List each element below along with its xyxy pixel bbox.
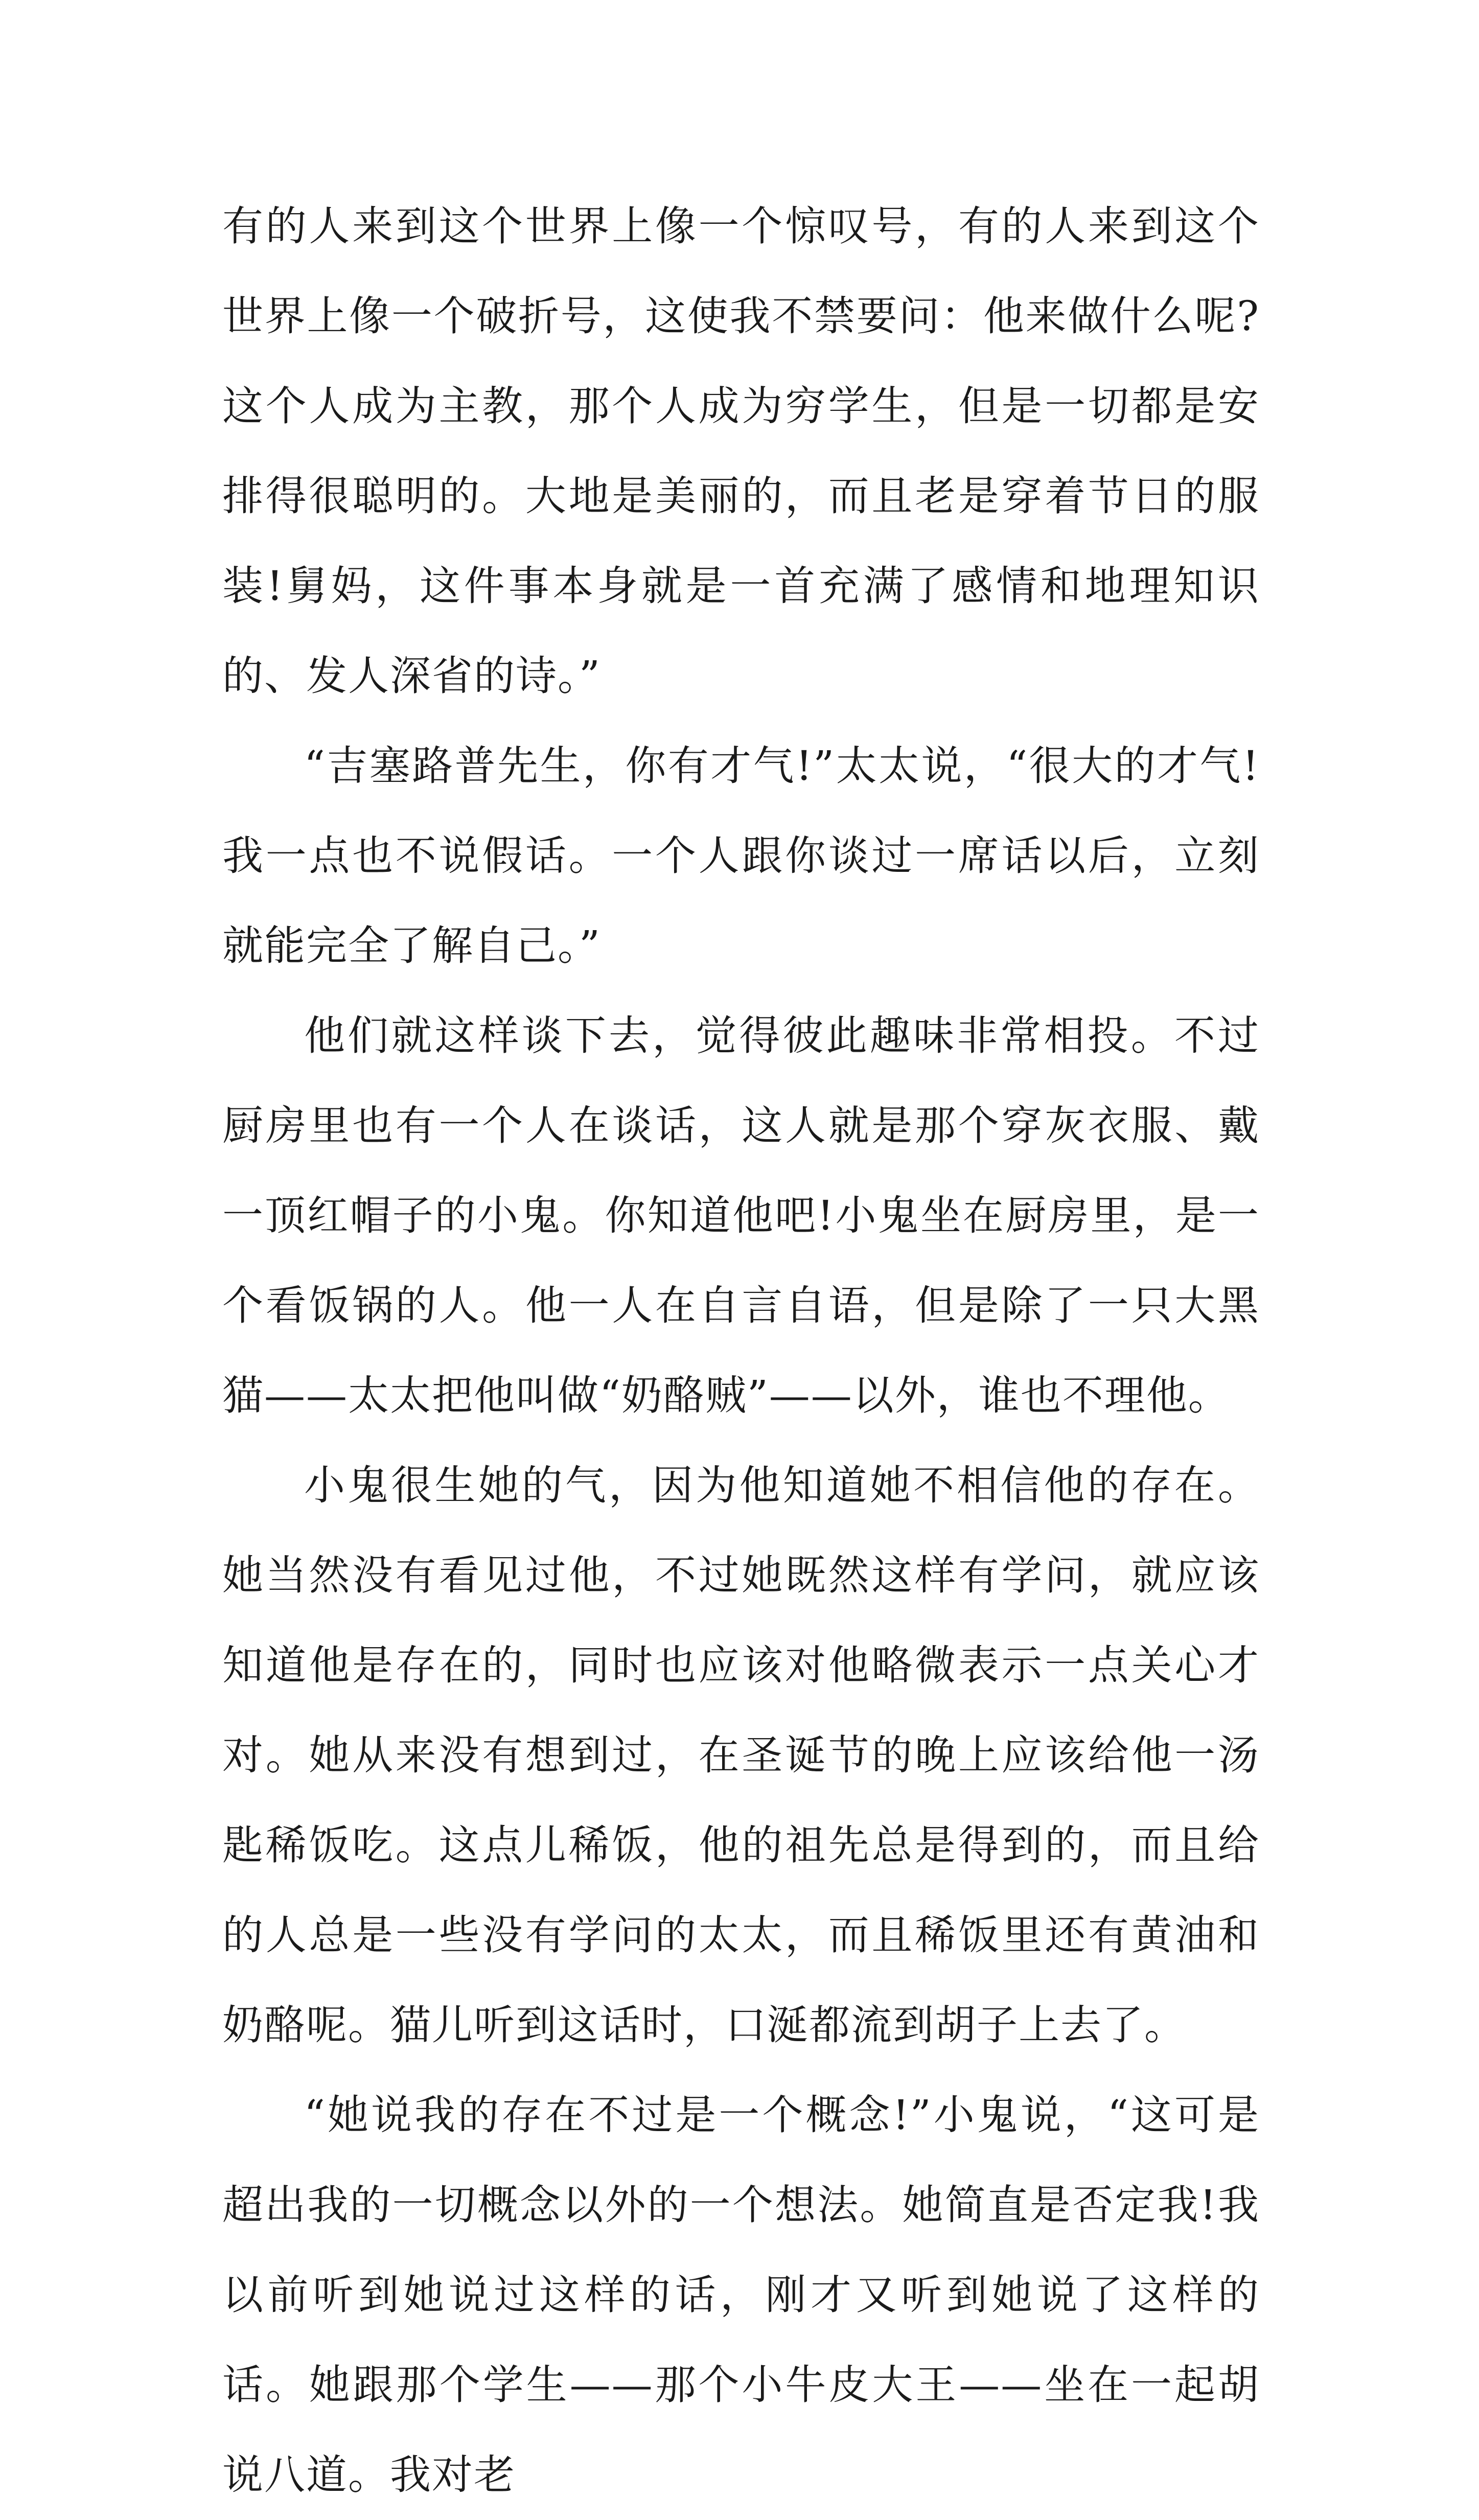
paragraph: 小鬼很生她的气，因为他知道她不相信他的存在。她当然没有看见过他，不过她既然这样有学问，就应该知道他是存在的，同时也应该对他略微表示一点关心才对。她从来没有想到过，在圣诞节的晚上应该给他一汤匙稀饭吃。这点儿稀饭，他的祖先总是得到的，而且给的人总是一些没有学问的太太，而且稀饭里还有黄油和奶酪呢。猫儿听到这话时，口涎都流到胡子上去了。 bbox=[222, 1462, 1260, 2049]
paragraph: 有的人来到这个世界上像一个惊叹号，有的人来到这个世界上像一个破折号，这使我不禁要问：他来做什么呢?这个人成为主教，那个人成为穷学生，但是一切都是安排得很聪明的。大地是美丽的，而且老是穿着节日的服装!舅妈，这件事本身就是一首充满了感情和地理知识的、发人深省的诗。” bbox=[222, 202, 1260, 700]
body-text bbox=[222, 181, 1260, 2520]
paragraph: “吉塞路普先生，你有才气!”太太说，“很大的才气!我一点也不说假话。一个人跟你谈过一席话以后，立刻就能完全了解自己。” bbox=[222, 742, 1260, 969]
paragraph: “她说我的存在不过是一个概念!”小鬼说，“这可是超出我的一切概念以外的一个想法。她简直是否定我!我以前听到她说过这样的话，刚才又听到她说了这样的话。她跟那个学生——那个小牛皮大王——坐在一起胡说八道。我对老 bbox=[222, 2091, 1260, 2499]
paragraph: 他们就这样谈下去，觉得彼此趣味非常相投。不过厨房里也有一个人在谈话，这人就是那个穿灰衣服、戴一顶红帽子的小鬼。你知道他吧!小鬼坐在厨房里，是一个看饭锅的人。他一人在自言自语，但是除了一只大黑猫——太太把他叫做“奶酪贼”——以外，谁也不理他。 bbox=[222, 1012, 1260, 1419]
